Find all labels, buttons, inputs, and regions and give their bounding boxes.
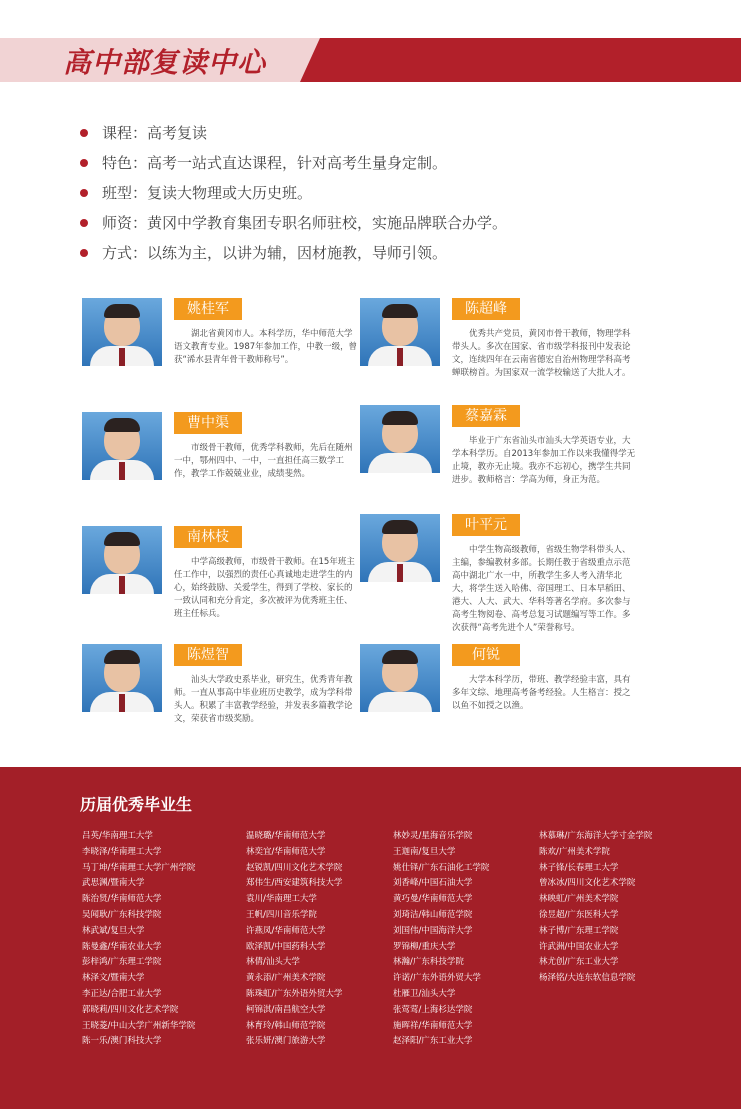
teacher-photo [360, 644, 440, 712]
graduate-entry: 赵锐凯/四川文化艺术学院 [246, 862, 343, 873]
graduate-entry: 林慕琳/广东海洋大学寸金学院 [539, 831, 653, 841]
feature-item: 师资：黄冈中学教育集团专职名师驻校，实施品牌联合办学。 [80, 210, 507, 240]
header-banner [0, 38, 741, 82]
graduate-entry: 林泽文/暨南大学 [82, 973, 145, 984]
graduate-entry: 王迦南/复旦大学 [393, 846, 456, 857]
graduates-column [246, 829, 342, 1050]
teacher-bio: 市级骨干教师，优秀学科教师，先后在随州一中，鄂州四中、一中，一直担任高三数学工作，教学工作兢兢业业，成绩斐然。 [174, 443, 353, 479]
graduate-entry: 施晖祥/华南师范大学 [393, 1020, 473, 1031]
bullet-icon [80, 159, 88, 167]
graduate-entry: 许燕凤/华南师范大学 [246, 925, 326, 936]
teacher-card [82, 298, 402, 398]
graduate-entry: 赵泽阳/广东工业大学 [393, 1036, 473, 1047]
graduate-entry: 王晓菱/中山大学广州新华学院 [82, 1020, 196, 1031]
graduate-entry: 彭梓鸿/广东理工学院 [82, 957, 162, 968]
graduate-entry: 林子博/广东理工学院 [539, 925, 619, 936]
feature-item: 特色：高考一站式直达课程，针对高考生量身定制。 [80, 150, 507, 180]
graduate-entry: 马丁坤/华南理工大学广州学院 [82, 862, 196, 873]
feature-item: 课程：高考复读 [80, 120, 507, 150]
page-title: 高中部复读中心 [63, 46, 267, 79]
graduate-entry: 曾冰冰/四川文化艺术学院 [539, 878, 636, 889]
teacher-bio: 大学本科学历，带班、教学经验丰富，具有多年文综、地理高考备考经验。人生格言：授之以鱼不如授之以渔。 [452, 675, 631, 711]
graduate-entry: 武思渊/暨南大学 [82, 878, 145, 889]
teacher-photo [360, 514, 440, 582]
teacher-name: 叶平元 [452, 514, 520, 536]
graduate-entry: 姚仕铎/广东石油化工学院 [393, 862, 490, 873]
feature-list [80, 120, 507, 270]
graduate-entry: 罗锦柳/重庆大学 [393, 941, 456, 952]
graduate-entry: 林瀚/广东科技学院 [393, 957, 464, 968]
graduate-entry: 刘国伟/中国海洋大学 [393, 925, 473, 936]
teacher-bio: 中学生物高级教师，省级生物学科带头人、主编，参编教材多部。长期任教于省级重点示范高中湖北广水一中，所教学生多人考入清华北大，将学生送入哈佛、帝国理工、日本早稻田、港大、人大、武大、华科等著名学府。多次参与高考生物阅卷、高考总复习试题编写等工作。多次获得“高考先进个人”荣誉称号。 [452, 545, 631, 633]
teacher-name: 陈煜智 [174, 644, 242, 666]
teacher-photo [82, 644, 162, 712]
graduate-entry: 张莺莺/上海杉达学院 [393, 1004, 473, 1015]
graduate-entry: 林奕宜/华南师范大学 [246, 846, 326, 857]
graduates-column [82, 829, 195, 1050]
graduate-entry: 王帆/四川音乐学院 [246, 909, 317, 920]
graduate-entry: 刘琦洁/韩山师范学院 [393, 909, 473, 920]
teacher-bio: 汕头大学政史系毕业，研究生，优秀青年教师。一直从事高中毕业班历史教学，成为学科带头人。积累了丰富教学经验，并发表多篇教学论文，荣获省市级奖励。 [174, 675, 353, 724]
graduate-entry: 陈曼鑫/华南农业大学 [82, 941, 162, 952]
teacher-photo [82, 526, 162, 594]
graduates-column [393, 829, 489, 1050]
graduate-entry: 张乐妍/澳门旅游大学 [246, 1036, 326, 1047]
teacher-photo [82, 412, 162, 480]
graduate-entry: 林子锋/长春理工大学 [539, 862, 619, 873]
teacher-card [360, 644, 680, 744]
teacher-bio: 毕业于广东省汕头市汕头大学英语专业，大学本科学历。自2013年参加工作以来我懂得学无止境，教亦无止境。我亦不忘初心，携学生共同进步。教师格言：学高为师，身正为范。 [452, 436, 636, 485]
graduate-entry: 许诺/广东外语外贸大学 [393, 973, 481, 984]
teacher-name: 南林枝 [174, 526, 242, 548]
graduate-entry: 林倩/汕头大学 [246, 957, 300, 968]
graduate-entry: 李正达/合肥工业大学 [82, 988, 162, 999]
teacher-name: 陈超峰 [452, 298, 520, 320]
graduate-entry: 柯锦淇/南昌航空大学 [246, 1004, 326, 1015]
graduate-entry: 吕英/华南理工大学 [82, 831, 153, 841]
teacher-card [360, 405, 680, 505]
graduate-entry: 陈珠虹/广东外语外贸大学 [246, 988, 343, 999]
graduate-entry: 陈一乐/澳门科技大学 [82, 1036, 162, 1047]
graduate-entry: 徐昱超/广东医科大学 [539, 909, 619, 920]
teacher-bio: 优秀共产党员，黄冈市骨干教师，物理学科带头人。多次在国家、省市级学科报刊中发表论文，连续四年在云南省德宏自治州物理学科高考蝉联榜首。为国家双一流学校输送了大批人才。 [452, 329, 631, 378]
teacher-card [360, 514, 680, 633]
bullet-icon [80, 219, 88, 227]
graduate-entry: 刘香峰/中国石油大学 [393, 878, 473, 889]
graduate-entry: 许武洲/中国农业大学 [539, 941, 619, 952]
graduate-entry: 郭晓莉/四川文化艺术学院 [82, 1004, 179, 1015]
graduate-entry: 林妙灵/星海音乐学院 [393, 831, 473, 841]
teacher-name: 姚桂军 [174, 298, 242, 320]
teacher-bio: 湖北省黄冈市人。本科学历，华中师范大学语文教育专业。1987年参加工作，中教一级，曾获“浠水县青年骨干教师称号”。 [174, 329, 358, 365]
graduates-section [0, 767, 741, 1109]
banner-red-block [300, 38, 741, 82]
teacher-bio: 中学高级教师，市级骨干教师。在15年班主任工作中，以强烈的责任心真诚地走进学生的内心，始终鼓励、关爱学生，得到了学校、家长的一致认同和充分肯定，多次被评为优秀班主任、班主任标兵。 [174, 557, 355, 619]
graduate-entry: 吴闻耿/广东科技学院 [82, 909, 162, 920]
bullet-icon [80, 249, 88, 257]
graduate-entry: 林育玲/韩山师范学院 [246, 1020, 326, 1031]
graduate-entry: 温晓璐/华南师范大学 [246, 831, 326, 841]
graduate-entry: 李晓泽/华南理工大学 [82, 846, 162, 857]
teacher-name: 蔡嘉霖 [452, 405, 520, 427]
teacher-card [82, 412, 402, 512]
graduates-title: 历届优秀毕业生 [80, 795, 193, 814]
teacher-photo [360, 405, 440, 473]
graduate-entry: 陈欢/广州美术学院 [539, 846, 610, 857]
graduate-entry: 袁川/华南理工大学 [246, 894, 317, 905]
graduate-entry: 杨泽铭/大连东软信息学院 [539, 973, 636, 984]
graduate-entry: 杜雁卫/汕头大学 [393, 988, 456, 999]
graduate-entry: 林武斌/复旦大学 [82, 925, 145, 936]
graduate-entry: 陈治贤/华南师范大学 [82, 894, 162, 905]
graduate-entry: 林映虹/广州美术学院 [539, 894, 619, 905]
graduate-entry: 郑伟生/西安建筑科技大学 [246, 878, 343, 889]
graduate-entry: 林尤创/广东工业大学 [539, 957, 619, 968]
teacher-photo [82, 298, 162, 366]
teacher-photo [360, 298, 440, 366]
teacher-card [82, 526, 402, 626]
teacher-name: 何锐 [452, 644, 520, 666]
bullet-icon [80, 189, 88, 197]
feature-item: 方式：以练为主，以讲为辅，因材施教，导师引领。 [80, 240, 507, 270]
teacher-name: 曹中渠 [174, 412, 242, 434]
teacher-card [360, 298, 680, 398]
bullet-icon [80, 129, 88, 137]
teacher-card [82, 644, 402, 744]
graduate-entry: 黄巧曼/华南师范大学 [393, 894, 473, 905]
graduate-entry: 欧泽凯/中国药科大学 [246, 941, 326, 952]
feature-item: 班型：复读大物理或大历史班。 [80, 180, 507, 210]
graduate-entry: 黄永添/广州美术学院 [246, 973, 326, 984]
graduates-column [539, 829, 652, 987]
